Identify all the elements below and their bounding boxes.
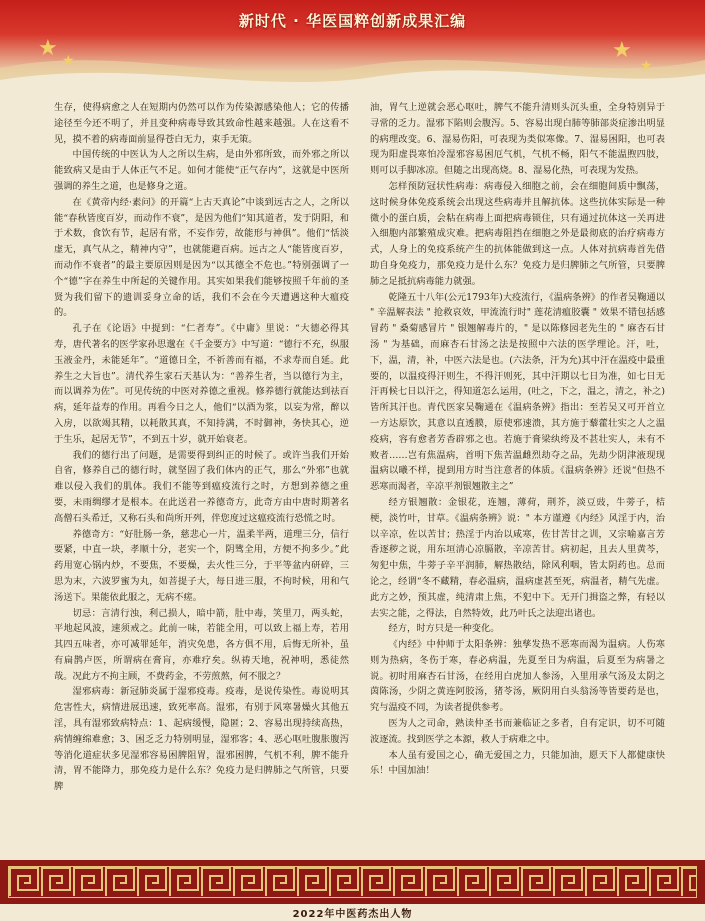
star-icon: ★ — [38, 36, 58, 61]
left-column — [54, 100, 349, 860]
footer-caption: 2022年中医药杰出人物 — [292, 909, 413, 920]
paragraph: 中国传统的中医认为人之所以生病，是由外邪所致，而外邪之所以能致病又是由于人体正气不足。如何才能使“正气存内”，这就是中医所强调的养生之道，也是修身之道。 — [54, 149, 349, 192]
paragraph: 切忌：言清行浊，利己损人，暗中箭，肚中毒，笑里刀，两头蛇，平地起风波，速须戒之。此前一味，若能全用，可以致上福上寿，若用其四五味者，亦可减罪延年，消灾免患，各方俱不用，后悔无所补，虽有扁鹊卢医，所谓病在膏肓，亦难疗矣。纵祷天地，祝神明，悉徒然哉。况此方不拘主顾，不费药金，不劳煎熬，何不服之？ — [54, 607, 349, 682]
paragraph: 湿邪病毒：新冠肺炎属于湿邪疫毒。疫毒，是说传染性。毒说明其危害性大，病情进展迅速，致死率高。湿邪，有别于风寒暑燥火其他五淫，具有湿邪致病特点：1、起病缓慢，隐匿；2、容易出现持续高热，病情缠绵难愈；3、困乏乏力特别明显，湿邪客；4、恶心呕吐腹胀腹泻等消化道症状多见湿邪容易困脾阻胃，湿邪困脾，气机不利，脾不能升清，胃不能降力，那免疫力是什么东？免疫力是归脾肺之气所管，只要脾 — [54, 686, 349, 793]
paragraph: 孔子在《论语》中提到：“仁者寿”。《中庸》里说：“大德必得其寿，唐代著名的医学家孙思邈在《千金要方》中写道：“德行不充，纵服玉液金丹，未能延年”。“道德日全，不祈善而有福，不求寿而自延。此养生之大旨也”。清代养生家石天基认为：“善养生者，当以德行为主，而以调养为佐”。可见传统的中医对养德之重视。修养德行就能达到祛百病，延年益寿的作用。再看今日之人，他们“以酒为浆，以妄为常，醉以入房，以欲竭其精，以耗散其真，不知持满，不时御神，务快其心，逆于生乐，起居无节”，不到五十岁，就开始衰老。 — [54, 323, 349, 445]
star-icon: ★ — [62, 53, 75, 69]
paragraph: 乾隆五十八年(公元1793年)大疫流行，《温病条辨》的作者吴鞠通以 " 辛温解表法 " 抢救哀效，甲流流行时" 莲花清瘟胶囊 " 效果不错包括感冒药 " 桑菊感冒片 " 银翘解毒片的，" 是以陈修园老先生的 " 麻杏石甘汤 " 为基础，而麻杏石甘汤之法是按照中六法的医学理论。汗，吐，下，温，清，补，中医六法是也。(六法条，汗为允)其中汗在温疫中最重要的，以温疫得汗则生，不得汗则死，其中汗期以七日为准，如七日无汗再候七日以汗之，得知道怎么运用，(吐之，下之，温之，清之，补之)皆所其汗也。青代医家吴鞠通在《温病条辨》指出：至若吴又可开首立一方达原饮，其意以直透膜，原使邪速溃，其方施于藜藿壮实之人之温疫病，容有愈者芳香辟邪之也。若施于膏梁纨绔及不甚壮实人，未有不败者……岂有焦温病，首明下焦苦温雌烈劫夺之品，先劫少阴津液现现温病以曦不样，提到用方时当注意者的体质。《温病条辨》还说“但热不恶寒而渴者，辛凉平剂银翘散主之” — [370, 291, 665, 493]
star-icon: ★ — [612, 38, 632, 63]
right-column — [370, 100, 665, 860]
star-icon: ★ — [640, 58, 653, 74]
page-title: 新时代 · 华医国粹创新成果汇编 — [238, 12, 467, 30]
paragraph: 养德奇方：“好肚肠一条，慈悲心一片，温柔半两，道理三分，信行要紧，中直一块，孝顺十分，老实一个，阴骘全用，方便不拘多少。”此药用宽心锅内炒，不要焦，不要燥，去火性三分，于平等盆内研碎，三思为末，六波罗蜜为丸，如菩提子大，每日进三服，不拘时候，用和气汤送下。果能依此服之，无病不瘥。 — [54, 528, 349, 603]
paragraph: 我们的德行出了问题，是需要得到纠正的时候了。或许当我们开始自省，修养自己的德行时，就坚固了我们体内的正气，那么“外邪”也就难以侵入我们的肌体。我们不能等到瘟疫流行之时，方想到养德之重要，未雨绸缪才是根本。在此送君一养德奇方，此奇方由中唐时期著名高僧石头希迁，又称石头和尚所开列，伴您度过这瘟疫流行恐慌之时。 — [54, 449, 349, 524]
fret-pattern-decoration — [8, 866, 697, 898]
banner-wave-decoration — [0, 38, 705, 98]
paragraph: 本人虽有爱国之心，确无爱国之力，只能加油，愿天下人都健康快乐！中国加油！ — [370, 749, 665, 777]
article-body — [54, 100, 666, 860]
paragraph: 经方，时方只是一种变化。 — [388, 623, 500, 635]
paragraph: 油，胃气上逆就会恶心呕吐，脾气不能升清则头沉头重，全身特别异于寻常的乏力。湿邪下陷则会腹泻。5、容易出现白肺等肺部炎症渗出明显的病理改变。6、湿易伤阳，可表现为类似寒像。7、湿易困阳，也可表现为阳虚畏寒怕冷湿邪容易困厄气机，气机不畅，阳气不能温煦四肢，则可以手脚冰凉。但随之出现高烧。8、湿易化热，可表现为发热。 — [370, 102, 665, 177]
paragraph: 医为人之司命，熟读仲圣书而兼临证之多者，自有定识，切不可随波逐流。找到医学之本源，救人于病难之中。 — [370, 718, 665, 745]
footer-ornament — [0, 860, 705, 904]
paragraph: 在《黄帝内经·素问》的开篇“上古天真论”中谈到远古之人，之所以能“春秋皆度百岁，而动作不衰”，是因为他们“知其道者，发于阴阳，和于术数，食饮有节，起居有常，不妄作劳，故能形与神俱”。他们“恬淡虚无，真气从之，精神内守”，也就能避百病。远古之人“能皆度百岁，而动作不衰者”的最主要原因则是因为“以其德全不危也。”特别强调了一个“德”字在养生中所起的关键作用。其实如果我们能够按照千年前的圣贤为我们留下的遗训妥身立命的话，我们不会在今天遭遇这种大瘟疫的。 — [54, 196, 349, 319]
paragraph: 《内经》中仲师于太阳条辨：独孳发热不恶寒而渴为温病。人伤寒则为热病，冬伤于寒，春必病温，先夏至日为病温，后夏至为病暑之说。初时用麻杏石甘汤，在经用白虎加人参汤，入里用承气汤及太阴之茵陈汤，少阴之黄连阿胶汤，猪苓汤，厥阴用白头翁汤等皆要药是也，究与温疫不同，为读者提供参考。 — [370, 639, 665, 714]
header-banner — [0, 0, 705, 96]
paragraph: 生存，使得病愈之人在短期内仍然可以作为传染源感染他人；它的传播途径至今还不明了，并且变种病毒导致其致命性越来越强。人在这看不见，摸不着的病毒面前显得苍白无力，束手无策。 — [54, 102, 349, 145]
paragraph: 怎样预防冠状性病毒：病毒侵入细胞之前，会在细胞间质中飘荡，这时候身体免疫系统会出现这些病毒并且解抗体。这些抗体实际是一种微小的蛋白质，会粘在病毒上面把病毒锁住，只有通过抗体这一关再进入细胞内部繁殖成灾难。把病毒阻挡在细胞之外是最彻底的治疗病毒方式，人身上的免疫系统产生的抗体能做到这一点。人体对抗病毒首先借助自身免疫力，那免疫力是什么东？免疫力是归脾肺之气所管，只要脾肺之足抵抗病毒能力就强。 — [370, 180, 665, 287]
paragraph: 经方银翘散：金银花，连翘，薄荷，荆芥，淡豆豉，牛蒡子，桔梗，淡竹叶，甘草。《温病条辨》说：" 本方谨遵《内经》风淫于内，治以辛凉，佐以苦甘；热淫于内治以咸寒，佐甘苦甘之训，又宗喻嘉言芳香逐秽之说，用东垣清心凉膈散，辛凉苦甘。病初起，且去人里黄芩，匆犯中焦，牛蒡子辛平润肺，解热散结，除风利咽，皆太阴药也。总而论之，经谓“冬不藏精，春必温病，温病虚甚至死，病温者，精气先虚。此方之妙，预其虚，纯清肃上焦，不犯中下。无开门揖盗之弊，有轻以去实之能，之得法，自然特效，此乃叶氏之法迎出诸也。 — [370, 496, 665, 619]
